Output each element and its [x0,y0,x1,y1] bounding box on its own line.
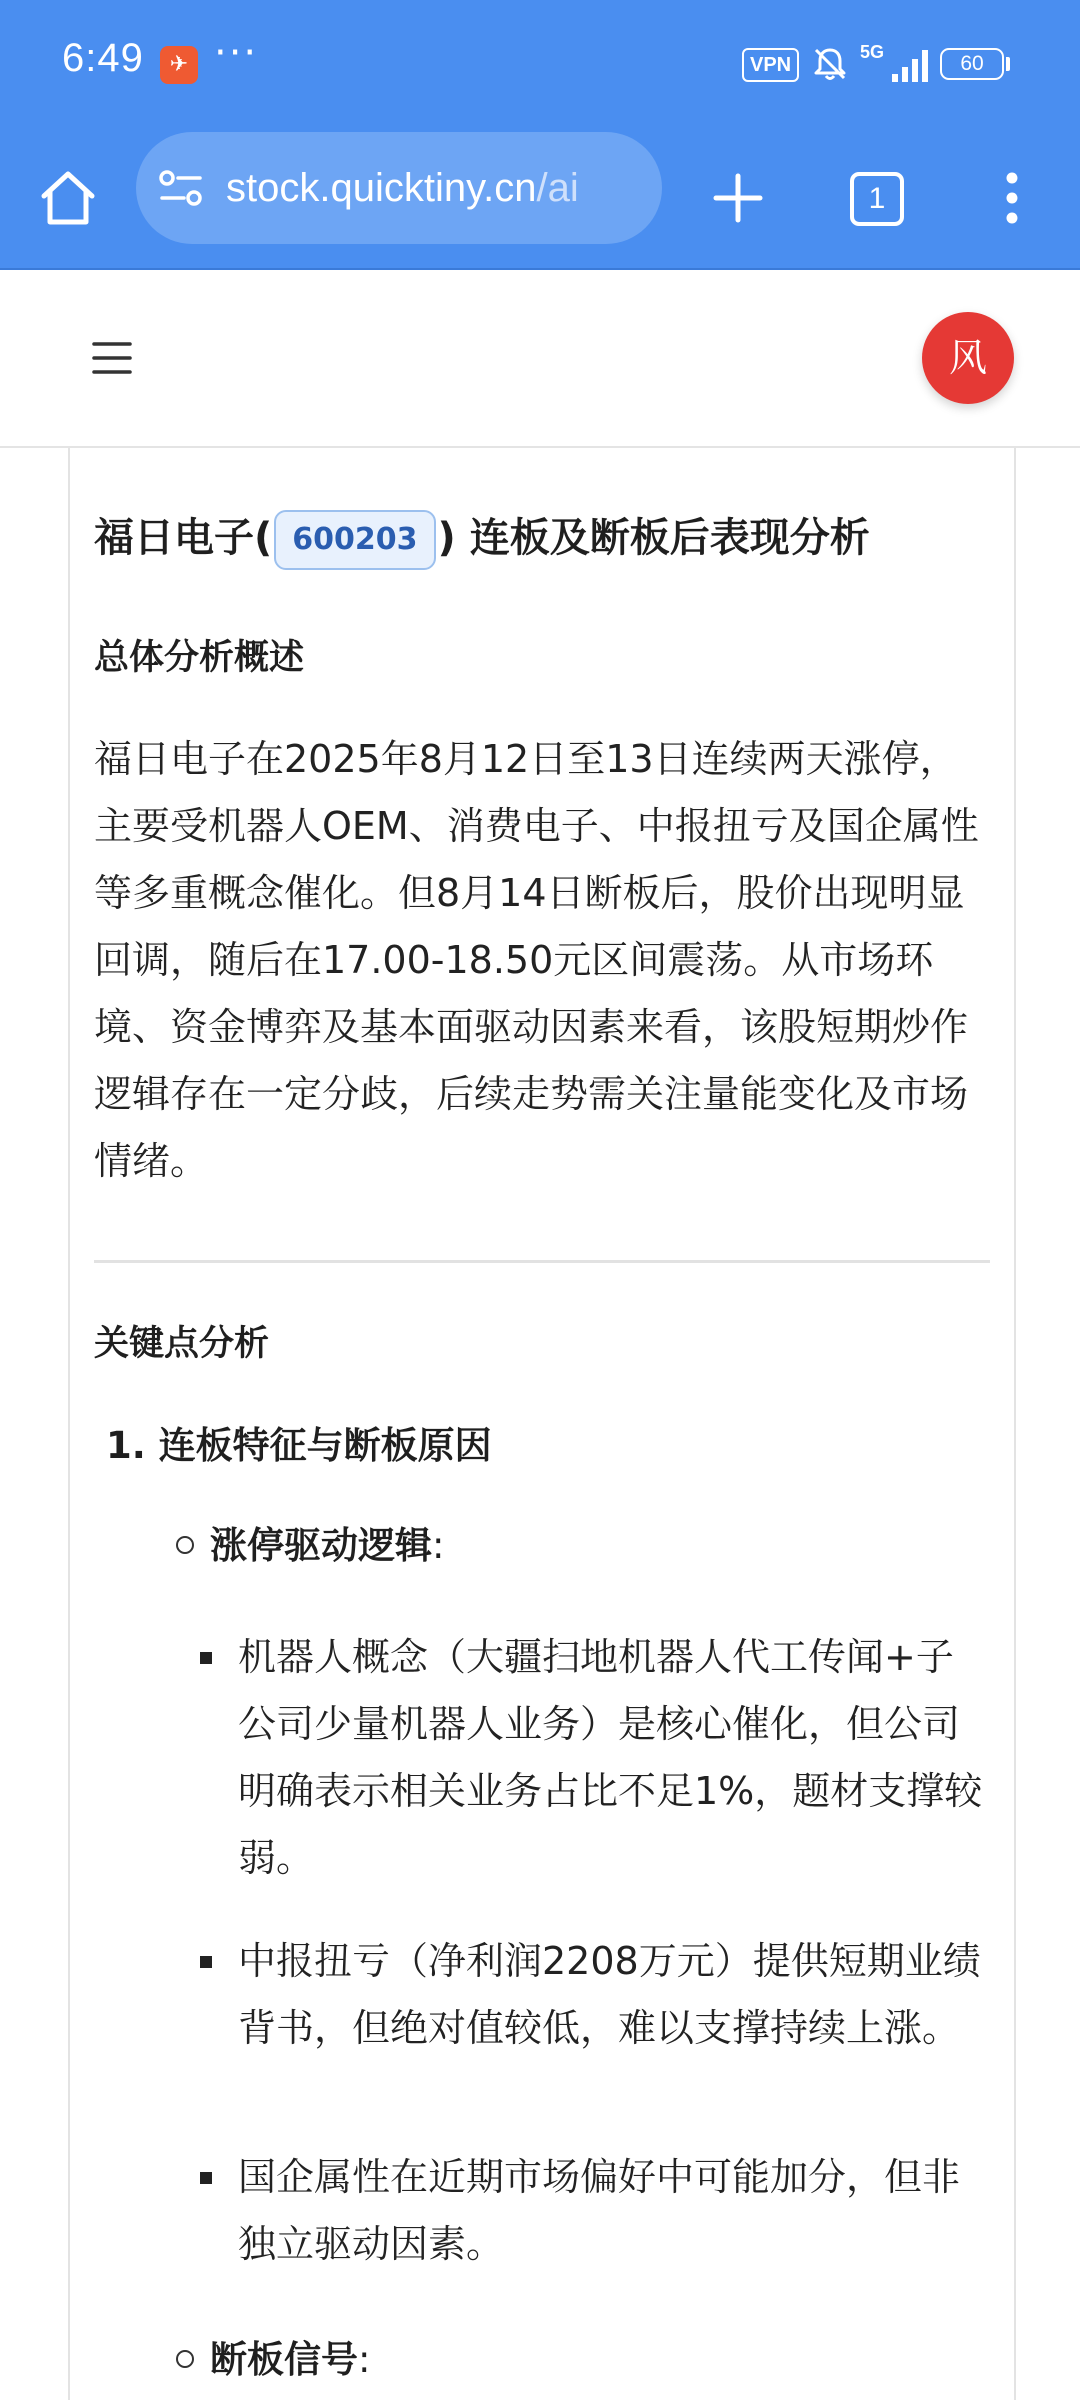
overview-heading: 总体分析概述 [94,638,305,678]
key-points-heading: 关键点分析 [94,1324,270,1364]
stock-code-badge[interactable]: 600203 [274,510,435,570]
battery-icon: 60 [940,48,1004,80]
list-item-continuous-limit: 1. 连板特征与断板原因 [106,1424,492,1467]
url-text[interactable] [226,132,646,244]
address-bar[interactable] [136,132,662,244]
square-bullet-icon [200,1652,212,1664]
sub-item-colon: : [432,1524,445,1567]
bullet-text: 中报扭亏（净利润2208万元）提供短期业绩背书，但绝对值较低，难以支撑持续上涨。 [238,1939,981,2050]
title-prefix: 福日电子( [94,515,273,561]
new-tab-icon[interactable] [700,160,776,236]
more-menu-icon[interactable] [982,160,1042,236]
url-host: stock.quicktiny.cn [226,166,537,210]
sub-item-limit-driver [176,1520,444,1572]
notification-app-icon: ✈ [160,46,198,84]
overview-paragraph: 福日电子在2025年8月12日至13日连续两天涨停，主要受机器人OEM、消费电子、中报扭亏及国企属性等多重概念催化。但8月14日断板后，股价出现明显回调，随后在17.00-18.50元区间震荡。从市场环境、资金博弈及基本面驱动因素来看，该股短期炒作逻辑存在一定分歧，后续走势需关注量能变化及市场情绪。 [94,737,979,1183]
bullet-item [238,1624,990,1892]
article-title [94,510,990,570]
circle-bullet-icon [176,2350,194,2368]
sub-item-colon: : [358,2338,371,2381]
bullet-text: 国企属性在近期市场偏好中可能加分，但非独立驱动因素。 [238,2155,961,2266]
vpn-icon: VPN [742,48,799,82]
tab-switcher-button[interactable] [842,164,910,232]
status-bar [0,0,1080,130]
hamburger-menu-icon[interactable] [90,336,134,380]
sub-item-break-signal [176,2334,370,2386]
site-settings-icon[interactable] [158,168,204,208]
browser-toolbar [0,130,1080,270]
home-icon[interactable] [30,160,106,236]
battery-tip [1006,57,1010,71]
more-notifications-icon: ··· [214,30,259,76]
url-path: /ai [536,166,579,210]
analysis-card [68,448,1016,2400]
square-bullet-icon [200,2172,212,2184]
sub-item-label: 涨停驱动逻辑 [210,1524,432,1567]
circle-bullet-icon [176,1536,194,1554]
sub-item-label: 断板信号 [210,2338,358,2381]
bullet-item [238,1928,990,2062]
network-type-label: 5G [860,42,885,62]
bell-muted-icon [810,44,850,84]
section-divider [94,1260,990,1263]
bullet-item [238,2144,990,2278]
site-header [0,270,1080,448]
bullet-text: 机器人概念（大疆扫地机器人代工传闻+子公司少量机器人业务）是核心催化，但公司明确表示相关业务占比不足1%，题材支撑较弱。 [238,1635,983,1880]
square-bullet-icon [200,1956,212,1968]
title-suffix: ) 连板及断板后表现分析 [437,515,870,561]
status-time: 6:49 [62,36,144,80]
user-avatar[interactable]: 风 [922,312,1014,404]
tab-count: 1 [850,172,904,226]
